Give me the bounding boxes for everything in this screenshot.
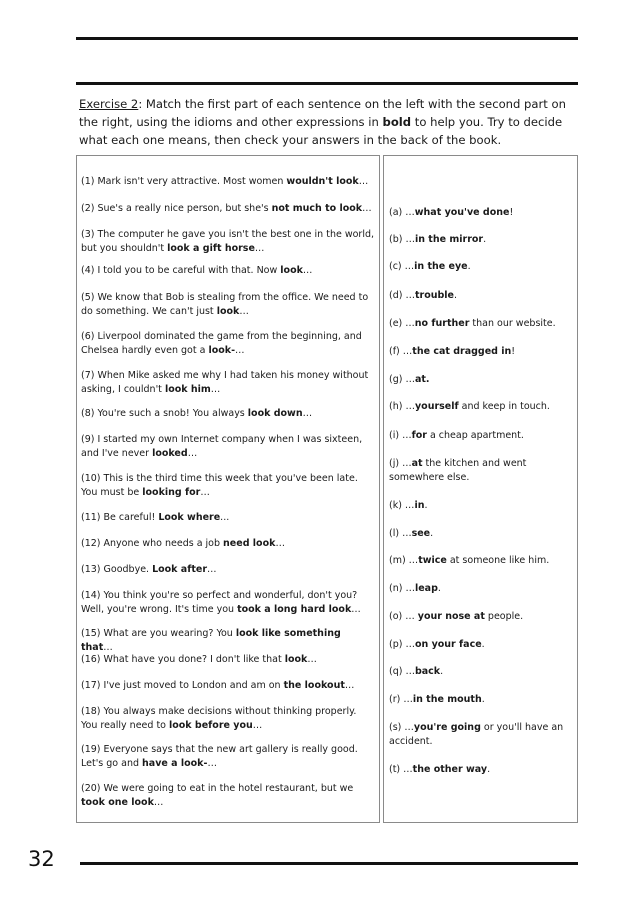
sentence-ending-item-expression: in the mirror <box>414 234 484 245</box>
section-rule <box>76 82 578 85</box>
sentence-beginning-item-expression: look- <box>208 344 236 356</box>
sentence-beginning-item-text: (17) I've just moved to London and am on <box>81 680 284 691</box>
sentence-ending-item-expression: at. <box>414 374 430 385</box>
sentence-ending-item <box>389 499 572 513</box>
sentence-ending-item-text: (g) … <box>389 374 415 385</box>
sentence-beginnings-column <box>76 155 380 823</box>
sentence-beginning-item-text: (20) We were going to eat in the hotel restaurant, but we <box>81 783 354 794</box>
sentence-beginning-item <box>81 291 374 318</box>
sentence-ending-item-expression: no further <box>414 318 470 329</box>
sentence-ending-item <box>389 763 572 777</box>
sentence-beginning-item-text-end: … <box>302 408 313 419</box>
sentence-beginning-item <box>81 537 374 551</box>
sentence-ending-item-text-end: . <box>437 583 441 594</box>
sentence-ending-item-text-end: a cheap apartment. <box>426 430 524 441</box>
sentence-ending-item-text-end: . <box>481 639 485 650</box>
sentence-ending-item <box>389 638 572 652</box>
sentence-ending-item-expression: your nose at <box>417 611 485 622</box>
sentence-beginning-item <box>81 330 374 357</box>
sentence-ending-item-expression: leap <box>414 583 438 594</box>
sentence-beginning-item <box>81 433 374 460</box>
sentence-ending-item-text-end: than our website. <box>469 318 556 329</box>
sentence-ending-item-expression: in <box>414 500 425 511</box>
sentence-beginning-item <box>81 679 374 693</box>
sentence-ending-item-expression: for <box>411 430 427 441</box>
sentence-ending-item <box>389 429 572 443</box>
sentence-beginning-item-text-end: … <box>239 305 249 317</box>
sentence-ending-item-text: (i) … <box>389 430 412 441</box>
sentence-beginning-item-expression: look like something that <box>81 628 341 653</box>
sentence-ending-item-expression: back <box>414 666 441 677</box>
sentence-beginning-item-text-end: … <box>307 654 317 665</box>
sentence-beginning-item-expression: look <box>216 305 240 317</box>
sentence-beginning-item-text-end: … <box>153 796 164 808</box>
sentence-ending-item-expression: at <box>411 458 423 469</box>
sentence-ending-item-text: (k) … <box>389 500 415 511</box>
sentence-ending-item-expression: trouble <box>414 290 454 301</box>
sentence-ending-item-text: (l) … <box>389 528 412 539</box>
sentence-ending-item <box>389 582 572 596</box>
sentence-beginning-item-text-end: … <box>252 719 263 731</box>
sentence-beginning-item-expression: look <box>284 654 308 665</box>
footer-rule <box>80 862 578 865</box>
sentence-ending-item-text-end: . <box>481 694 485 705</box>
sentence-ending-item-text-end: . <box>440 666 444 677</box>
sentence-beginning-item-expression: Look where <box>158 512 221 523</box>
sentence-beginning-item-text: (16) What have you done? I don't like that <box>81 654 285 665</box>
sentence-ending-item-text: (e) … <box>389 318 415 329</box>
sentence-ending-item-text: (m) … <box>389 555 419 566</box>
sentence-beginning-item <box>81 743 374 770</box>
sentence-beginning-item-text: (15) What are you wearing? You <box>81 628 236 639</box>
sentence-beginning-item-text: (1) Mark isn't very attractive. Most women <box>81 176 287 187</box>
sentence-beginning-item-text: (18) You always make decisions without thinking properly. You really need to <box>81 706 357 731</box>
sentence-ending-item-text: (d) … <box>389 290 415 301</box>
sentence-ending-item-expression: on your face <box>414 639 482 650</box>
sentence-ending-item-text-end: . <box>467 261 471 272</box>
sentence-beginning-item-text-end: … <box>358 176 369 187</box>
sentence-beginning-item-text: (11) Be careful! <box>81 512 159 523</box>
sentence-beginning-item-expression: Look after <box>152 564 208 575</box>
sentence-ending-item-text-end: and keep in touch. <box>458 401 550 412</box>
sentence-ending-item-expression: see <box>411 528 431 539</box>
sentence-ending-item <box>389 317 572 331</box>
sentence-beginning-item-text: (2) Sue's a really nice person, but she's <box>81 203 272 214</box>
sentence-ending-item <box>389 345 572 359</box>
sentence-beginning-item <box>81 589 374 616</box>
sentence-ending-item-text: (c) … <box>389 261 415 272</box>
sentence-beginning-item <box>81 264 374 278</box>
sentence-beginning-item-text-end: ... <box>220 512 230 523</box>
sentence-beginning-item-text-end: … <box>351 603 361 615</box>
sentence-beginning-item-expression: the lookout <box>283 680 345 691</box>
sentence-ending-item-text: (s) … <box>389 722 414 733</box>
sentence-ending-item <box>389 400 572 414</box>
sentence-ending-item-text-end: . <box>424 500 428 511</box>
sentence-ending-item-expression: in the mouth <box>412 694 482 705</box>
sentence-ending-item-text-end: the kitchen and went somewhere else. <box>389 458 527 483</box>
sentence-beginning-item-text-end: … <box>207 564 217 575</box>
sentence-beginning-item-expression: wouldn't look <box>286 176 359 187</box>
sentence-beginning-item-expression: took a long hard look <box>237 603 352 615</box>
sentence-beginning-item-text: (9) I started my own Internet company when I was sixteen, and I've never <box>81 434 363 459</box>
sentence-beginning-item-text-end: … <box>200 486 210 498</box>
sentence-ending-item-expression: yourself <box>414 401 459 412</box>
sentence-beginning-item <box>81 782 374 809</box>
sentence-beginning-item-text-end: … <box>302 265 313 276</box>
sentence-beginning-item-text: (8) You're such a snob! You always <box>81 408 248 419</box>
sentence-ending-item <box>389 373 572 387</box>
sentence-beginning-item <box>81 627 374 654</box>
sentence-beginning-item-text: (13) Goodbye. <box>81 564 153 575</box>
sentence-beginning-item-text-end: … <box>235 344 245 356</box>
sentence-ending-item <box>389 693 572 707</box>
sentence-ending-item-text: (b) … <box>389 234 415 245</box>
page-number: 32 <box>28 847 55 871</box>
sentence-beginning-item <box>81 563 374 577</box>
sentence-ending-item-expression: the cat dragged in <box>412 346 512 357</box>
sentence-beginning-item-expression: looking for <box>142 486 201 498</box>
sentence-beginning-item-text: (6) Liverpool dominated the game from the beginning, and Chelsea hardly even got a <box>81 331 362 356</box>
sentence-beginning-item-text-end: … <box>254 242 265 254</box>
sentence-beginning-item <box>81 472 374 499</box>
sentence-ending-item-expression: in the eye <box>414 261 468 272</box>
sentence-ending-item-text-end: . <box>487 764 491 775</box>
sentence-ending-item-expression: what you've done <box>414 207 510 218</box>
sentence-beginning-item-text-end: … <box>207 757 217 769</box>
sentence-beginning-item-expression: not much to look <box>271 203 363 214</box>
sentence-beginning-item-expression: look before you <box>169 719 253 731</box>
sentence-beginning-item-text: (3) The computer he gave you isn't the best one in the world, but you shouldn't <box>81 229 375 254</box>
sentence-ending-item <box>389 233 572 247</box>
sentence-ending-item-text-end: at someone like him. <box>446 555 550 566</box>
sentence-beginning-item-text: (14) You think you're so perfect and wonderful, don't you? Well, you're wrong. It's time you <box>81 590 358 615</box>
sentence-beginning-item-expression: look a gift horse <box>167 242 255 254</box>
sentence-ending-item-text: (n) … <box>389 583 415 594</box>
sentence-beginning-item <box>81 705 374 732</box>
exercise-instructions <box>79 95 575 149</box>
sentence-beginning-item-expression: took one look <box>81 796 154 808</box>
sentence-ending-item-text-end: people. <box>484 611 524 622</box>
sentence-ending-item-text-end: ! <box>509 207 514 218</box>
sentence-ending-item-text-end: ! <box>511 346 516 357</box>
sentence-ending-item-expression: twice <box>418 555 447 566</box>
sentence-ending-item-text: (r) … <box>389 694 413 705</box>
sentence-beginning-item <box>81 511 374 525</box>
sentence-beginning-item-text-end: … <box>344 680 355 691</box>
sentence-beginning-item <box>81 175 374 189</box>
sentence-beginning-item-expression: have a look- <box>142 757 208 769</box>
sentence-ending-item-text: (h) … <box>389 401 415 412</box>
sentence-beginning-item-text-end: … <box>103 641 113 653</box>
sentence-ending-item <box>389 260 572 274</box>
sentence-beginning-item-expression: look <box>280 265 303 276</box>
sentence-beginning-item-text: (12) Anyone who needs a job <box>81 538 224 549</box>
exercise-label: Exercise 2 <box>79 97 139 111</box>
sentence-beginning-item-text: (19) Everyone says that the new art gallery is really good. Let's go and <box>81 744 358 769</box>
sentence-ending-item <box>389 289 572 303</box>
sentence-ending-item-text-end: or you'll have an accident. <box>389 722 564 747</box>
sentence-beginning-item <box>81 369 374 396</box>
sentence-beginning-item <box>81 202 374 216</box>
sentence-beginning-item-expression: look him <box>164 383 211 395</box>
sentence-beginning-item <box>81 407 374 421</box>
sentence-ending-item-text: (t) … <box>389 764 413 775</box>
sentence-ending-item-expression: the other way <box>412 764 488 775</box>
top-rule <box>76 37 578 40</box>
sentence-ending-item <box>389 665 572 679</box>
sentence-ending-item <box>389 554 572 568</box>
sentence-beginning-item-text: (4) I told you to be careful with that. Now <box>81 265 281 276</box>
sentence-ending-item <box>389 610 572 624</box>
sentence-ending-item <box>389 527 572 541</box>
sentence-ending-item-text: (p) … <box>389 639 415 650</box>
sentence-endings-column <box>383 155 578 823</box>
sentence-ending-item-text: (o) … <box>389 611 418 622</box>
sentence-ending-item-text: (j) … <box>389 458 412 469</box>
sentence-beginning-item-expression: looked <box>152 447 188 459</box>
sentence-beginning-item-expression: look down <box>247 408 303 419</box>
sentence-ending-item-text-end: . <box>430 528 434 539</box>
sentence-beginning-item-text: (5) We know that Bob is stealing from the office. We need to do something. We can't just <box>81 292 369 317</box>
instructions-text-1: : Match the first part of each sentence on the left with the second part on the right, using the idioms and other expressions in <box>79 97 566 129</box>
sentence-ending-item-expression: you're going <box>413 722 481 733</box>
sentence-beginning-item-text-end: … <box>275 538 285 549</box>
instructions-text-2: to help you. Try to decide what each one means, then check your answers in the back of the book. <box>79 115 563 147</box>
sentence-beginning-item-text-end: … <box>210 383 221 395</box>
sentence-beginning-item-text-end: … <box>362 203 372 214</box>
sentence-ending-item <box>389 721 572 748</box>
instructions-bold-word: bold <box>382 115 412 129</box>
sentence-beginning-item <box>81 228 374 255</box>
sentence-beginning-item-text: (10) This is the third time this week that you've been late. You must be <box>81 473 358 498</box>
sentence-ending-item-text-end: . <box>483 234 487 245</box>
sentence-beginning-item-text: (7) When Mike asked me why I had taken his money without asking, I couldn't <box>81 370 369 395</box>
sentence-ending-item-text-end: . <box>454 290 458 301</box>
sentence-ending-item <box>389 206 572 220</box>
sentence-ending-item-text: (q) … <box>389 666 415 677</box>
sentence-beginning-item <box>81 653 374 667</box>
sentence-beginning-item-expression: need look <box>223 538 276 549</box>
sentence-ending-item-text: (f) … <box>389 346 413 357</box>
sentence-ending-item-text: (a) … <box>389 207 415 218</box>
sentence-ending-item <box>389 457 572 484</box>
sentence-beginning-item-text-end: … <box>187 447 198 459</box>
